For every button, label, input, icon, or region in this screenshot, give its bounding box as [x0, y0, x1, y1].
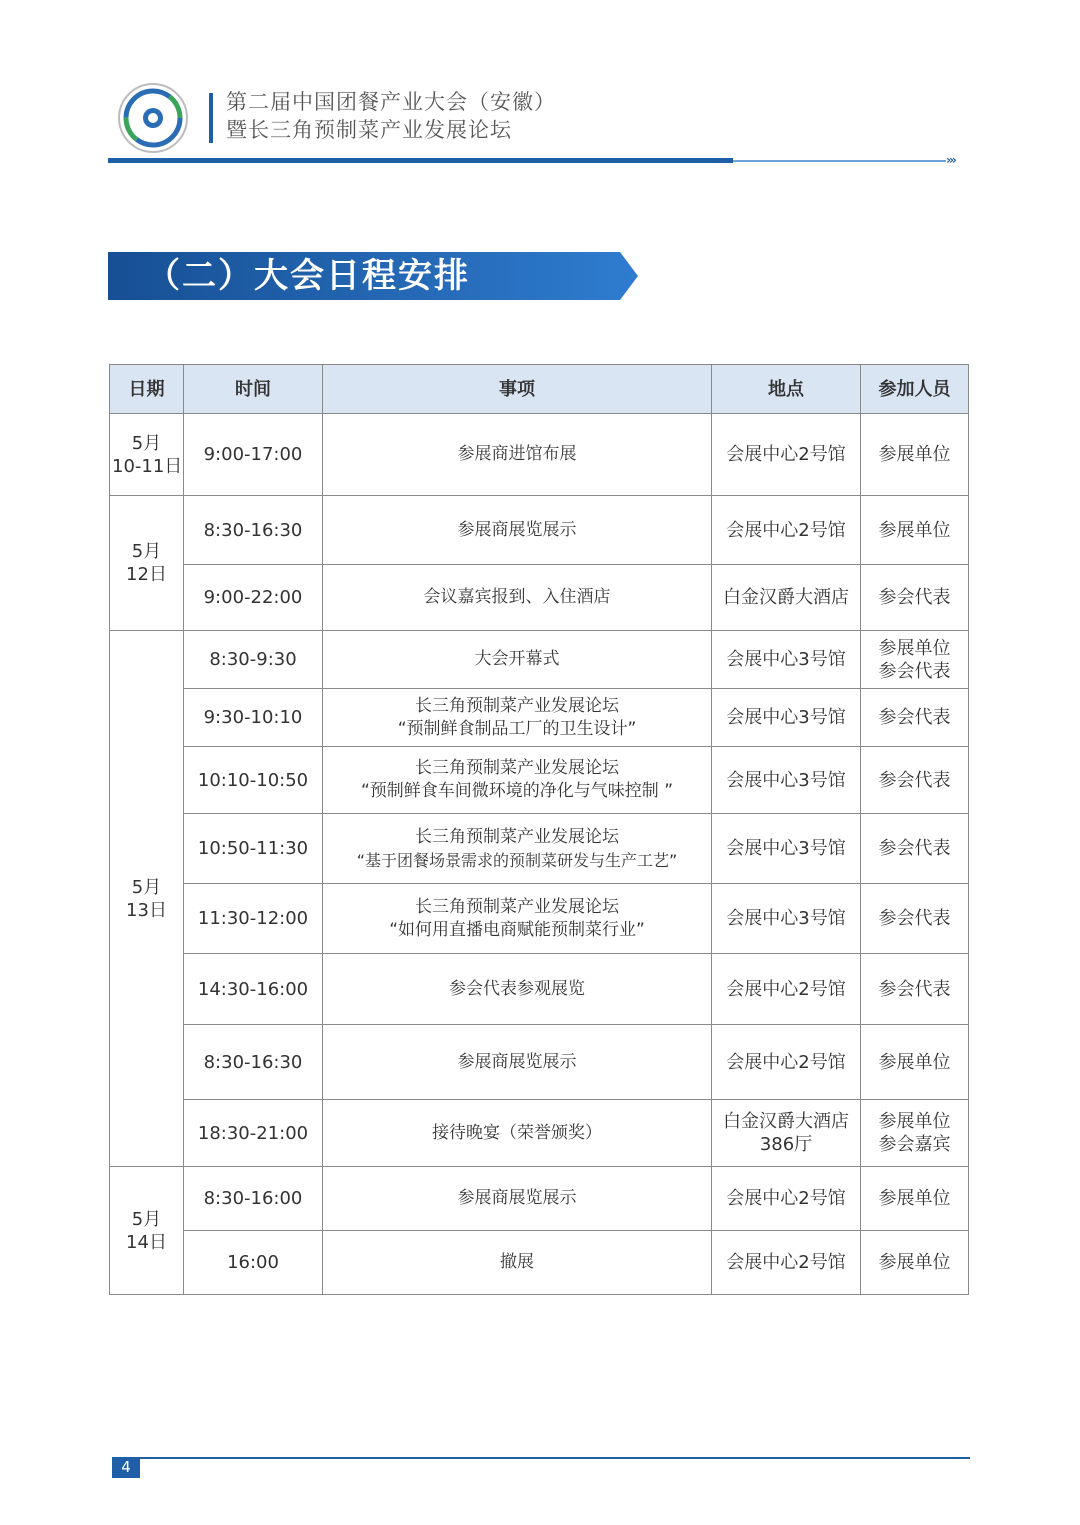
people-cell — [861, 814, 969, 884]
time-cell: 8:30-16:30 — [184, 1025, 323, 1100]
time-cell: 18:30-21:00 — [184, 1100, 323, 1167]
people-line: 参展单位 — [878, 519, 951, 541]
people-line: 参会代表 — [878, 908, 951, 929]
people-cell — [861, 631, 969, 689]
table-row — [110, 1167, 969, 1231]
people-cell — [861, 1025, 969, 1100]
people-line: 参展单位 — [878, 1111, 951, 1132]
event-cell — [323, 1231, 712, 1295]
people-cell — [861, 414, 969, 496]
table-row — [110, 1231, 969, 1295]
event-cell — [323, 1100, 712, 1167]
time-cell: 16:00 — [184, 1231, 323, 1295]
column-header-event: 事项 — [323, 365, 712, 414]
time-cell: 10:50-11:30 — [184, 814, 323, 884]
date-cell — [110, 414, 184, 496]
people-cell — [861, 884, 969, 954]
time-cell: 11:30-12:00 — [184, 884, 323, 954]
table-row — [110, 631, 969, 689]
page-number: 4 — [112, 1457, 140, 1478]
people-line: 参会代表 — [878, 838, 951, 859]
people-cell — [861, 1231, 969, 1295]
event-line: 参展商展览展示 — [457, 1051, 577, 1072]
people-cell — [861, 1167, 969, 1231]
event-line: 长三角预制菜产业发展论坛 — [415, 758, 619, 778]
place-line: 会展中心2号馆 — [726, 1252, 846, 1273]
place-line: 会展中心3号馆 — [726, 908, 846, 929]
conference-logo — [117, 82, 189, 154]
people-line: 参会代表 — [878, 978, 951, 1000]
section-title: （二）大会日程安排 — [146, 256, 470, 296]
place-cell — [712, 747, 861, 814]
people-line: 参展单位 — [878, 1252, 951, 1273]
people-cell — [861, 1100, 969, 1167]
event-cell — [323, 565, 712, 631]
event-line: “如何用直播电商赋能预制菜行业” — [389, 919, 645, 940]
place-cell — [712, 689, 861, 747]
event-line: “预制鲜食制品工厂的卫生设计” — [397, 718, 637, 739]
event-cell — [323, 496, 712, 565]
double-chevron-icon: ››› — [946, 153, 955, 167]
people-cell — [861, 565, 969, 631]
event-line: 撤展 — [500, 1252, 534, 1272]
people-cell — [861, 689, 969, 747]
event-line: 长三角预制菜产业发展论坛 — [415, 826, 619, 847]
event-cell — [323, 414, 712, 496]
time-cell: 8:30-16:00 — [184, 1167, 323, 1231]
event-line: 大会开幕式 — [474, 649, 560, 669]
time-cell: 8:30-9:30 — [184, 631, 323, 689]
people-line: 参会代表 — [878, 660, 951, 682]
header-title-line1: 第二届中国团餐产业大会（安徽） — [226, 90, 556, 114]
header-title — [226, 88, 556, 144]
event-cell — [323, 747, 712, 814]
place-line: 会展中心3号馆 — [726, 838, 846, 859]
date-day: 12日 — [126, 564, 167, 585]
time-cell: 14:30-16:00 — [184, 954, 323, 1025]
date-cell — [110, 631, 184, 1167]
place-cell — [712, 1025, 861, 1100]
event-line: 参展商展览展示 — [457, 519, 577, 540]
event-cell — [323, 884, 712, 954]
place-line: 会展中心2号馆 — [726, 978, 846, 1000]
place-line: 会展中心2号馆 — [726, 444, 846, 465]
header-title-line2: 暨长三角预制菜产业发展论坛 — [226, 118, 512, 142]
event-cell — [323, 954, 712, 1025]
date-day: 14日 — [126, 1231, 167, 1253]
table-row — [110, 496, 969, 565]
people-line: 参会代表 — [878, 707, 951, 728]
table-row — [110, 884, 969, 954]
table-row — [110, 747, 969, 814]
date-day: 10-11日 — [112, 455, 183, 477]
event-line: 会议嘉宾报到、入住酒店 — [423, 587, 611, 607]
place-line: 会展中心3号馆 — [726, 769, 846, 791]
place-cell — [712, 565, 861, 631]
place-cell — [712, 954, 861, 1025]
date-cell — [110, 1167, 184, 1295]
place-cell — [712, 1231, 861, 1295]
table-row — [110, 565, 969, 631]
time-cell: 10:10-10:50 — [184, 747, 323, 814]
event-cell — [323, 1167, 712, 1231]
place-cell — [712, 631, 861, 689]
header-accent-bar — [209, 93, 213, 143]
place-line: 白金汉爵大酒店 — [723, 587, 849, 608]
event-line: 参会代表参观展览 — [449, 978, 585, 999]
people-line: 参展单位 — [878, 1051, 951, 1073]
header-divider — [108, 158, 733, 163]
event-line: “基于团餐场景需求的预制菜研发与生产工艺” — [356, 850, 678, 870]
event-line: 长三角预制菜产业发展论坛 — [415, 695, 619, 716]
place-line: 会展中心2号馆 — [726, 1051, 846, 1073]
date-month: 5月 — [131, 432, 162, 454]
date-cell — [110, 496, 184, 631]
place-cell — [712, 1100, 861, 1167]
place-cell — [712, 884, 861, 954]
column-header-people: 参加人员 — [861, 365, 969, 414]
column-header-time: 时间 — [184, 365, 323, 414]
people-cell — [861, 954, 969, 1025]
schedule-table — [109, 364, 969, 1295]
event-line: “预制鲜食车间微环境的净化与气味控制 ” — [360, 781, 674, 801]
time-cell: 9:30-10:10 — [184, 689, 323, 747]
event-line: 接待晚宴（荣誉颁奖） — [432, 1122, 602, 1143]
place-line: 会展中心3号馆 — [726, 649, 846, 670]
people-line: 参展单位 — [878, 637, 951, 659]
event-line: 参展商进馆布展 — [457, 444, 577, 464]
table-row — [110, 1100, 969, 1167]
footer-divider — [140, 1457, 970, 1459]
table-row — [110, 814, 969, 884]
place-cell — [712, 814, 861, 884]
place-line: 白金汉爵大酒店 — [723, 1111, 849, 1132]
table-row — [110, 954, 969, 1025]
time-cell: 9:00-17:00 — [184, 414, 323, 496]
header-divider-light — [733, 160, 946, 162]
people-cell — [861, 747, 969, 814]
table-row — [110, 689, 969, 747]
people-line: 参会嘉宾 — [878, 1134, 951, 1155]
column-header-date: 日期 — [110, 365, 184, 414]
time-cell: 8:30-16:30 — [184, 496, 323, 565]
people-cell — [861, 496, 969, 565]
date-month: 5月 — [131, 541, 162, 562]
people-line: 参会代表 — [878, 769, 951, 791]
place-line: 386厅 — [759, 1134, 813, 1155]
event-cell — [323, 631, 712, 689]
place-line: 会展中心3号馆 — [726, 707, 846, 728]
table-header-row — [110, 365, 969, 414]
date-day: 13日 — [126, 899, 167, 921]
event-cell — [323, 814, 712, 884]
table-row — [110, 414, 969, 496]
date-month: 5月 — [131, 876, 162, 898]
date-month: 5月 — [131, 1208, 162, 1230]
place-cell — [712, 496, 861, 565]
people-line: 参会代表 — [878, 587, 951, 608]
event-line: 长三角预制菜产业发展论坛 — [415, 896, 619, 917]
event-cell — [323, 689, 712, 747]
people-line: 参展单位 — [878, 1188, 951, 1209]
column-header-place: 地点 — [712, 365, 861, 414]
place-cell — [712, 1167, 861, 1231]
place-cell — [712, 414, 861, 496]
people-line: 参展单位 — [878, 444, 951, 465]
time-cell: 9:00-22:00 — [184, 565, 323, 631]
place-line: 会展中心2号馆 — [726, 1188, 846, 1209]
place-line: 会展中心2号馆 — [726, 519, 846, 541]
table-row — [110, 1025, 969, 1100]
event-line: 参展商展览展示 — [457, 1188, 577, 1208]
event-cell — [323, 1025, 712, 1100]
